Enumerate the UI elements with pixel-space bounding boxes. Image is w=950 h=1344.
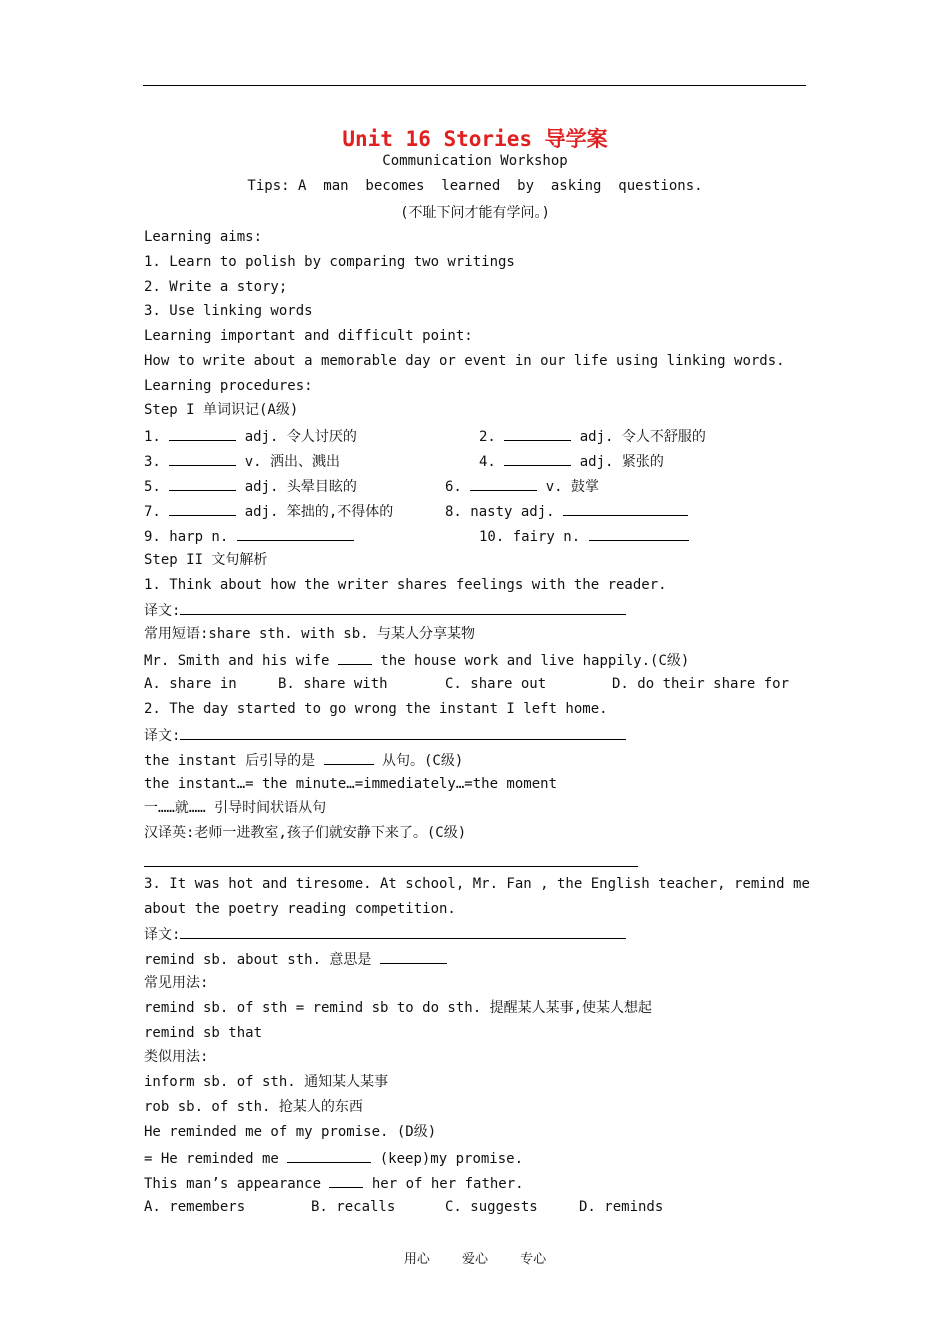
question-1: Mr. Smith and his wife the house work and live happily.(C级)	[144, 650, 689, 670]
vocab-item: 8. nasty adj.	[445, 501, 688, 521]
example-sentence: He reminded me of my promise. (D级)	[144, 1124, 437, 1140]
similar-1: inform sb. of sth. 通知某人某事	[144, 1074, 389, 1090]
example-rewrite: = He reminded me (keep)my promise.	[144, 1148, 523, 1168]
sentence-3-cont: about the poetry reading competition.	[144, 901, 456, 917]
option[interactable]: C. suggests	[445, 1199, 538, 1215]
header-rule	[143, 85, 806, 86]
option[interactable]: A. share in	[144, 676, 237, 692]
instant-note: the instant 后引导的是 从句。(C级)	[144, 750, 463, 770]
option[interactable]: B. share with	[278, 676, 388, 692]
step1-heading: Step I 单词识记(A级)	[144, 402, 299, 418]
answer-blank[interactable]	[589, 526, 689, 541]
vocab-item: 4. adj. 紧张的	[479, 451, 664, 471]
translate-task: 汉译英:老师一进教室,孩子们就安静下来了。(C级)	[144, 825, 467, 841]
option[interactable]: D. reminds	[579, 1199, 664, 1215]
instant-chinese: 一……就…… 引导时间状语从句	[144, 800, 327, 816]
tips-chinese: (不耻下问才能有学问。)	[400, 205, 550, 221]
page-footer: 用心 爱心 专心	[403, 1252, 547, 1267]
vocab-item: 1. adj. 令人讨厌的	[144, 426, 357, 446]
point-heading: Learning important and difficult point:	[144, 328, 473, 344]
similar-label: 类似用法:	[144, 1049, 209, 1065]
usage-1: remind sb. of sth = remind sb to do sth. 提醒某人某事,使某人想起	[144, 1000, 653, 1016]
answer-line[interactable]	[144, 866, 638, 867]
vocab-item: 7. adj. 笨拙的,不得体的	[144, 501, 393, 521]
answer-blank[interactable]	[380, 949, 447, 964]
page-title: Unit 16 Stories 导学案	[342, 127, 608, 151]
sentence-2: 2. The day started to go wrong the instant I left home.	[144, 701, 608, 717]
remind-note: remind sb. about sth. 意思是	[144, 949, 447, 969]
answer-blank[interactable]	[169, 451, 236, 466]
answer-blank[interactable]	[329, 1173, 363, 1188]
subtitle: Communication Workshop	[382, 153, 568, 169]
phrase-note: 常用短语:share sth. with sb. 与某人分享某物	[144, 626, 476, 642]
answer-blank[interactable]	[169, 501, 236, 516]
point-text: How to write about a memorable day or event in our life using linking words.	[144, 353, 785, 369]
answer-blank[interactable]	[169, 426, 236, 441]
aim-item: 1. Learn to polish by comparing two writings	[144, 254, 515, 270]
instant-equivalents: the instant…= the minute…=immediately…=the moment	[144, 776, 558, 792]
answer-blank[interactable]	[563, 501, 688, 516]
answer-blank[interactable]	[169, 476, 236, 491]
answer-blank[interactable]	[180, 924, 626, 939]
vocab-item: 5. adj. 头晕目眩的	[144, 476, 357, 496]
answer-blank[interactable]	[324, 750, 374, 765]
option[interactable]: C. share out	[445, 676, 547, 692]
procedures-heading: Learning procedures:	[144, 378, 313, 394]
vocab-item: 2. adj. 令人不舒服的	[479, 426, 706, 446]
sentence-1: 1. Think about how the writer shares feelings with the reader.	[144, 577, 667, 593]
answer-blank[interactable]	[287, 1148, 371, 1163]
sentence-3: 3. It was hot and tiresome. At school, Mr. Fan , the English teacher, remind me	[144, 876, 810, 892]
translation-line: 译文:	[144, 725, 626, 745]
translation-line: 译文:	[144, 600, 626, 620]
aim-item: 3. Use linking words	[144, 303, 313, 319]
answer-blank[interactable]	[180, 725, 626, 740]
vocab-item: 3. v. 洒出、溅出	[144, 451, 340, 471]
answer-blank[interactable]	[470, 476, 537, 491]
answer-blank[interactable]	[504, 451, 571, 466]
usage-2: remind sb that	[144, 1025, 263, 1041]
translation-line: 译文:	[144, 924, 626, 944]
answer-blank[interactable]	[237, 526, 354, 541]
option[interactable]: D. do their share for	[612, 676, 790, 692]
usage-label: 常见用法:	[144, 975, 209, 991]
option[interactable]: A. remembers	[144, 1199, 246, 1215]
aims-heading: Learning aims:	[144, 229, 263, 245]
answer-blank[interactable]	[338, 650, 372, 665]
aim-item: 2. Write a story;	[144, 279, 288, 295]
vocab-item: 10. fairy n.	[479, 526, 689, 546]
similar-2: rob sb. of sth. 抢某人的东西	[144, 1099, 363, 1115]
answer-blank[interactable]	[180, 600, 626, 615]
step2-heading: Step II 文句解析	[144, 552, 268, 568]
question-2: This man’s appearance her of her father.	[144, 1173, 524, 1193]
vocab-item: 9. harp n.	[144, 526, 354, 546]
option[interactable]: B. recalls	[311, 1199, 396, 1215]
vocab-item: 6. v. 鼓掌	[445, 476, 599, 496]
answer-blank[interactable]	[504, 426, 571, 441]
tips: Tips: A man becomes learned by asking questions.	[247, 178, 703, 194]
